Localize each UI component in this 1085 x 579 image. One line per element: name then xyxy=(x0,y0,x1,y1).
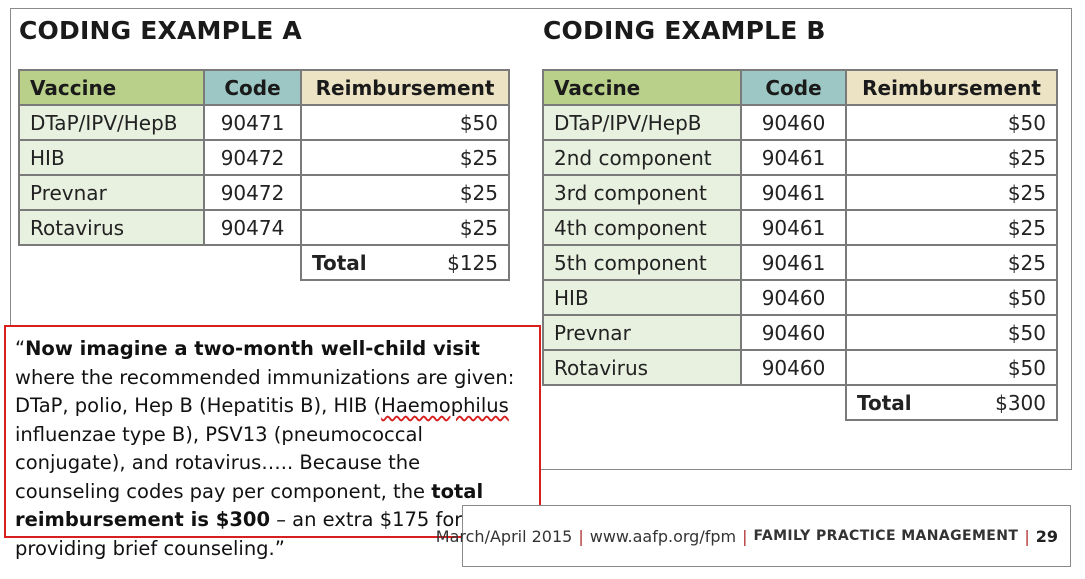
quote-text: where the recommended immunizations are given: DTaP, polio, Hep B (Hepatitis B), HIB ( xyxy=(15,365,515,417)
code-cell: 90460 xyxy=(741,280,846,315)
code-cell: 90460 xyxy=(741,315,846,350)
reimbursement-cell: $50 xyxy=(846,105,1057,140)
vaccine-cell: 4th component xyxy=(543,210,741,245)
table-row xyxy=(19,105,509,140)
total-label: Total xyxy=(857,390,912,415)
reimbursement-cell: $25 xyxy=(301,175,509,210)
table-row xyxy=(543,140,1057,175)
code-cell: 90472 xyxy=(204,140,301,175)
footer-page-number: 29 xyxy=(1035,526,1058,546)
total-value: $300 xyxy=(995,390,1046,415)
vaccine-cell: Prevnar xyxy=(543,315,741,350)
header-code: Code xyxy=(741,70,846,105)
reimbursement-cell: $25 xyxy=(846,175,1057,210)
total-value: $125 xyxy=(447,250,498,275)
vaccine-cell: HIB xyxy=(19,140,204,175)
code-cell: 90471 xyxy=(204,105,301,140)
vaccine-cell: 5th component xyxy=(543,245,741,280)
header-reimbursement: Reimbursement xyxy=(301,70,509,105)
vaccine-cell: Prevnar xyxy=(19,175,204,210)
reimbursement-cell: $50 xyxy=(846,350,1057,385)
reimbursement-cell: $50 xyxy=(846,280,1057,315)
header-code: Code xyxy=(204,70,301,105)
reimbursement-cell: $25 xyxy=(846,140,1057,175)
footer-separator: | xyxy=(742,526,748,546)
vaccine-cell: Rotavirus xyxy=(19,210,204,245)
reimbursement-cell: $50 xyxy=(846,315,1057,350)
code-cell: 90461 xyxy=(741,210,846,245)
header-vaccine: Vaccine xyxy=(543,70,741,105)
footer-separator: | xyxy=(1024,526,1030,546)
code-cell: 90472 xyxy=(204,175,301,210)
reimbursement-cell: $25 xyxy=(301,210,509,245)
total-cell xyxy=(846,385,1057,420)
code-cell: 90461 xyxy=(741,245,846,280)
footer-date: March/April 2015 xyxy=(435,526,573,546)
footer-magazine: FAMILY PRACTICE MANAGEMENT xyxy=(753,528,1019,544)
table-row xyxy=(543,175,1057,210)
footer-separator: | xyxy=(578,526,584,546)
total-row xyxy=(19,245,509,280)
table-row xyxy=(19,210,509,245)
total-cell xyxy=(301,245,509,280)
example-a-table xyxy=(18,69,510,281)
table-row xyxy=(543,210,1057,245)
table-row xyxy=(543,105,1057,140)
vaccine-cell: 2nd component xyxy=(543,140,741,175)
table-row xyxy=(543,315,1057,350)
code-cell: 90460 xyxy=(741,105,846,140)
code-cell: 90474 xyxy=(204,210,301,245)
table-row xyxy=(19,140,509,175)
table-row xyxy=(19,175,509,210)
example-b-table xyxy=(542,69,1058,421)
header-reimbursement: Reimbursement xyxy=(846,70,1057,105)
table-header-row xyxy=(19,70,509,105)
quote-text: influenzae type B), PSV13 (pneumococcal conjugate), and rotavirus….. Because the counseling codes pay per component, the xyxy=(15,422,432,503)
quote-spellcheck-word: Haemophilus xyxy=(381,394,509,417)
table-header-row xyxy=(543,70,1057,105)
header-vaccine: Vaccine xyxy=(19,70,204,105)
vaccine-cell: Rotavirus xyxy=(543,350,741,385)
table-row xyxy=(543,280,1057,315)
reimbursement-cell: $25 xyxy=(846,210,1057,245)
footer-url: www.aafp.org/fpm xyxy=(589,526,737,546)
code-cell: 90461 xyxy=(741,140,846,175)
code-cell: 90460 xyxy=(741,350,846,385)
total-row xyxy=(543,385,1057,420)
vaccine-cell: DTaP/IPV/HepB xyxy=(543,105,741,140)
code-cell: 90461 xyxy=(741,175,846,210)
vaccine-cell: DTaP/IPV/HepB xyxy=(19,105,204,140)
vaccine-cell: HIB xyxy=(543,280,741,315)
table-row xyxy=(543,245,1057,280)
example-b-title: CODING EXAMPLE B xyxy=(543,16,826,45)
reimbursement-cell: $25 xyxy=(846,245,1057,280)
quote-open: “ xyxy=(15,337,26,360)
table-row xyxy=(543,350,1057,385)
quote-bold-lead: Now imagine a two-month well-child visit xyxy=(25,337,480,360)
reimbursement-cell: $50 xyxy=(301,105,509,140)
example-a-title: CODING EXAMPLE A xyxy=(19,16,302,45)
vaccine-cell: 3rd component xyxy=(543,175,741,210)
quote-bold-total: total reimbursement is $300 xyxy=(15,479,484,531)
total-label: Total xyxy=(312,250,367,275)
page-footer xyxy=(435,505,1071,567)
reimbursement-cell: $25 xyxy=(301,140,509,175)
quote-text: – an extra $175 for providing brief counseling.” xyxy=(15,508,463,560)
